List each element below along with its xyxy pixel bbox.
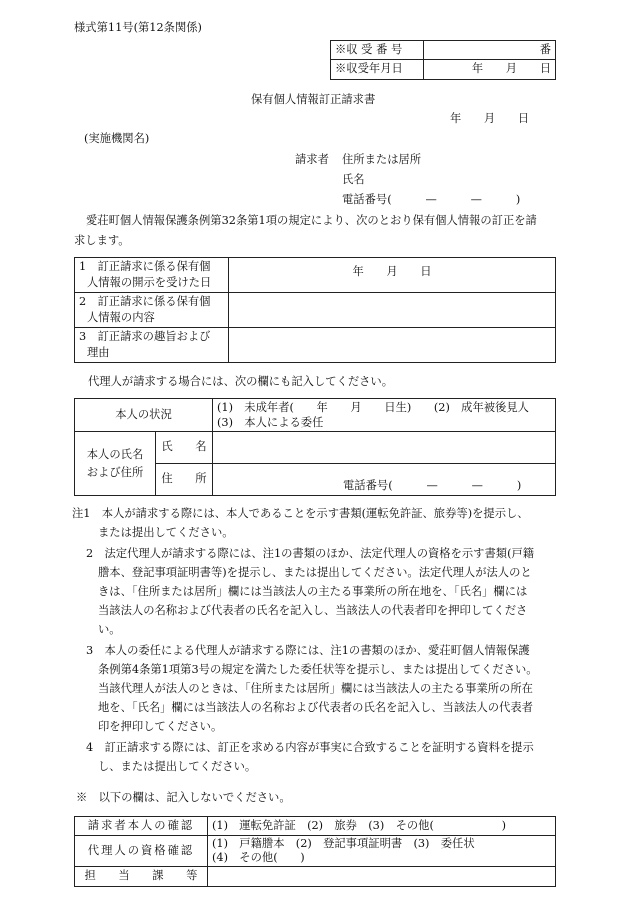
note-3-line3: 当該代理人が法人のときは、「住所または居所」欄には当該法人の主たる事業所の所在	[98, 682, 533, 695]
person-address-field[interactable]	[213, 464, 556, 496]
document-title: 保有個人情報訂正請求書	[251, 93, 376, 106]
disclosure-date-label-line1: 1 訂正請求に係る保有個	[79, 260, 211, 273]
person-status-options[interactable]	[213, 399, 556, 432]
identity-check-label: 請求者本人の確認	[75, 817, 208, 836]
requester-address-field[interactable]: 住所または居所	[342, 153, 422, 166]
receipt-date-field[interactable]: 年 月 日	[424, 60, 556, 79]
note-3-line1: 3 本人の委任による代理人が請求する際には、注1の書類のほか、愛荘町個人情報保護	[86, 644, 530, 657]
agent-notice: 代理人が請求する場合には、次の欄にも記入してください。	[88, 375, 394, 388]
person-name-field[interactable]	[213, 432, 556, 464]
disclosure-date-label	[75, 258, 229, 293]
agent-qualification-line1: (1) 戸籍謄本 (2) 登記事項証明書 (3) 委任状	[212, 837, 475, 851]
form-number: 様式第11号(第12条関係)	[74, 21, 202, 34]
person-info-label-line1: 本人の氏名	[86, 447, 144, 461]
note-2-line1: 2 法定代理人が請求する際には、注1の書類のほか、法定代理人の資格を示す書類(戸籍	[86, 547, 535, 560]
responsible-section-field[interactable]	[208, 867, 556, 886]
agent-qualification-line2: (4) その他( )	[212, 851, 305, 865]
disclosure-date-label-line2: 人情報の開示を受けた日	[87, 276, 212, 289]
reason-label	[75, 328, 229, 363]
note-4-line2: し、または提出してください。	[98, 760, 257, 773]
office-use-table	[74, 816, 556, 887]
intro-text-line2: 求します。	[74, 234, 130, 247]
agent-table	[74, 398, 556, 496]
note-2-line2: 謄本、登記事項証明書等)を提示し、または提出してください。法定代理人が法人のと	[98, 566, 532, 579]
responsible-section-label: 担 当 課 等	[75, 867, 208, 886]
note-2	[74, 544, 570, 639]
receipt-table	[330, 40, 556, 80]
info-content-label-line2: 人情報の内容	[87, 311, 155, 324]
person-phone-label: 電話番号( — — )	[343, 478, 522, 492]
agency-label: (実施機関名)	[84, 132, 150, 145]
note-3-line4: 地を、「氏名」欄には当該法人の名称および代表者の氏名を記入し、当該法人の代表者	[98, 701, 533, 714]
agent-qualification-options[interactable]	[208, 836, 556, 867]
agent-qualification-label: 代理人の資格確認	[75, 836, 208, 867]
note-2-line4: 当該法人の名称および代表者の氏名を記入し、当該法人の代表者印を押印してくださ	[98, 604, 528, 617]
reason-field[interactable]	[229, 328, 556, 363]
office-notice: ※ 以下の欄は、記入しないでください。	[76, 791, 291, 804]
requester-name-field[interactable]: 氏名	[342, 173, 365, 186]
person-info-label-line2: および住所	[86, 465, 144, 479]
note-3-line2: 条例第4条第1項第3号の規定を満たした委任状等を提示し、または提出してください。	[98, 663, 538, 676]
person-status-line2: (3) 本人による委任	[217, 416, 324, 429]
info-content-field[interactable]	[229, 293, 556, 328]
note-4	[74, 738, 570, 776]
person-info-label	[75, 432, 156, 496]
note-3	[74, 641, 570, 736]
note-4-line1: 4 訂正請求する際には、訂正を求める内容が事実に合致することを証明する資料を提示	[86, 741, 534, 754]
correction-request-table	[74, 257, 556, 363]
identity-check-options[interactable]: (1) 運転免許証 (2) 旅券 (3) その他( )	[208, 817, 556, 836]
reason-label-line1: 3 訂正請求の趣旨および	[79, 330, 211, 343]
note-1-line2: または提出してください。	[98, 526, 234, 539]
intro-text-line1: 愛荘町個人情報保護条例第32条第1項の規定により、次のとおり保有個人情報の訂正を請	[86, 214, 537, 227]
person-status-label: 本人の状況	[75, 399, 213, 432]
info-content-label	[75, 293, 229, 328]
requester-phone-field[interactable]: 電話番号( — — )	[342, 193, 521, 206]
reason-label-line2: 理由	[87, 346, 110, 359]
person-address-label: 住 所	[156, 464, 213, 496]
receipt-number-label: ※収 受 番 号	[331, 41, 424, 60]
receipt-number-field[interactable]: 番	[424, 41, 556, 60]
info-content-label-line1: 2 訂正請求に係る保有個	[79, 295, 211, 308]
person-name-label: 氏 名	[156, 432, 213, 464]
person-status-line1: (1) 未成年者( 年 月 日生) (2) 成年被後見人	[217, 401, 529, 414]
note-3-line5: 印を押印してください。	[98, 720, 223, 733]
requester-label: 請求者	[295, 153, 329, 166]
note-1	[74, 504, 570, 542]
receipt-date-label: ※収受年月日	[331, 60, 424, 79]
note-2-line5: い。	[98, 623, 121, 636]
request-date[interactable]: 年 月 日	[450, 112, 530, 125]
note-2-line3: きは、「住所または居所」欄には当該法人の主たる事業所の所在地を、「氏名」欄には	[98, 585, 528, 598]
note-1-line1: 注1 本人が請求する際には、本人であることを示す書類(運転免許証、旅券等)を提示し、	[72, 507, 529, 520]
notes-section	[74, 504, 570, 776]
disclosure-date-field[interactable]: 年 月 日	[229, 258, 556, 293]
